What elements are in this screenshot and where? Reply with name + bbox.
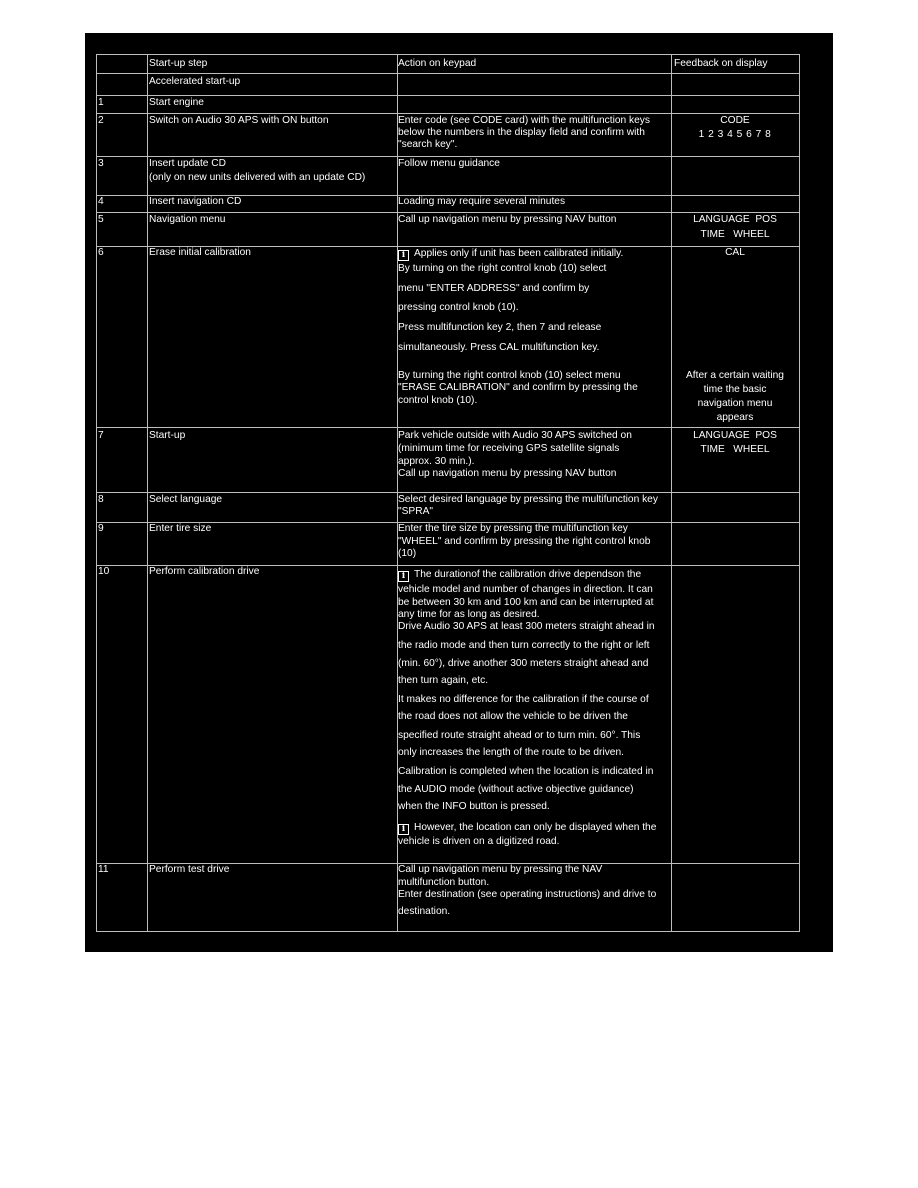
row-action: vehicle model and number of changes in direction. It can xyxy=(398,584,653,595)
row-feedback-note: navigation menu xyxy=(697,398,773,409)
row-step: Perform test drive xyxy=(149,864,230,875)
row-feedback: TIME WHEEL xyxy=(700,444,770,455)
row-action-note: i However, the location can only be displayed when the xyxy=(398,822,656,835)
row-action: be between 30 km and 100 km and can be interrupted at xyxy=(398,597,654,608)
column-divider xyxy=(147,55,148,931)
row-action: then turn again, etc. xyxy=(398,675,489,686)
row-action: Park vehicle outside with Audio 30 APS switched on xyxy=(398,430,632,441)
row-action: Call up navigation menu by pressing the NAV xyxy=(398,864,603,875)
row-divider xyxy=(97,212,799,213)
row-action: vehicle is driven on a digitized road. xyxy=(398,836,560,847)
row-action: "WHEEL" and confirm by pressing the right control knob xyxy=(398,536,651,547)
row-action: menu "ENTER ADDRESS" and confirm by xyxy=(398,283,590,294)
row-action: It makes no difference for the calibration if the course of xyxy=(398,694,649,705)
row-action: the AUDIO mode (without active objective guidance) xyxy=(398,784,634,795)
row-step: Enter tire size xyxy=(149,523,212,534)
row-action: Select desired language by pressing the multifunction key xyxy=(398,494,658,505)
row-number: 3 xyxy=(98,158,104,169)
row-action: Loading may require several minutes xyxy=(398,196,566,207)
row-action: when the INFO button is pressed. xyxy=(398,801,550,812)
row-action: the radio mode and then turn correctly to the right or left xyxy=(398,640,650,651)
row-step: Select language xyxy=(149,494,223,505)
row-action: Enter destination (see operating instructions) and drive to xyxy=(398,889,657,900)
row-number: 8 xyxy=(98,494,104,505)
row-divider xyxy=(97,73,799,74)
row-step: Start engine xyxy=(149,97,204,108)
row-action: the road does not allow the vehicle to be driven the xyxy=(398,711,628,722)
info-icon: i xyxy=(398,571,409,582)
row-action: (10) xyxy=(398,548,417,559)
row-action: simultaneously. Press CAL multifunction key. xyxy=(398,342,600,353)
header-action-on-keypad: Action on keypad xyxy=(398,58,477,69)
row-divider xyxy=(97,156,799,157)
row-step: Navigation menu xyxy=(149,214,226,225)
row-feedback-note: time the basic xyxy=(703,384,767,395)
row-action: Enter the tire size by pressing the multifunction key xyxy=(398,523,628,534)
row-action-note: i Applies only if unit has been calibrated initially. xyxy=(398,248,623,261)
row-number: 5 xyxy=(98,214,104,225)
row-step: Erase initial calibration xyxy=(149,247,251,258)
row-action: multifunction button. xyxy=(398,877,490,888)
header-feedback-on-display: Feedback on display xyxy=(674,58,768,69)
row-action: Drive Audio 30 APS at least 300 meters straight ahead in xyxy=(398,621,655,632)
column-divider xyxy=(671,55,672,931)
info-icon: i xyxy=(398,824,409,835)
row-action: control knob (10). xyxy=(398,395,478,406)
row-step-note: (only on new units delivered with an update CD) xyxy=(149,172,366,183)
row-action-note: i The durationof the calibration drive dependson the xyxy=(398,569,641,582)
row-action: By turning the right control knob (10) select menu xyxy=(398,370,621,381)
column-divider xyxy=(397,55,398,931)
header-start-up-step: Start-up step xyxy=(149,58,208,69)
row-action: Calibration is completed when the location is indicated in xyxy=(398,766,654,777)
row-feedback: 1 2 3 4 5 6 7 8 xyxy=(698,129,772,140)
row-divider xyxy=(97,427,799,428)
row-action: Follow menu guidance xyxy=(398,158,500,169)
row-divider xyxy=(97,492,799,493)
row-divider xyxy=(97,95,799,96)
row-number: 4 xyxy=(98,196,104,207)
row-number: 1 xyxy=(98,97,104,108)
row-action: only increases the length of the route to be driven. xyxy=(398,747,624,758)
row-action: any time for as long as desired. xyxy=(398,609,540,620)
row-action: Press multifunction key 2, then 7 and release xyxy=(398,322,602,333)
row-feedback: CAL xyxy=(725,247,745,258)
row-feedback: LANGUAGE POS xyxy=(693,430,777,441)
row-number: 2 xyxy=(98,115,104,126)
row-step: Insert update CD xyxy=(149,158,227,169)
row-number: 6 xyxy=(98,247,104,258)
row-number: 10 xyxy=(98,566,110,577)
row-number: 9 xyxy=(98,523,104,534)
row-feedback: LANGUAGE POS xyxy=(693,214,777,225)
row-action: specified route straight ahead or to turn min. 60°. This xyxy=(398,730,641,741)
row-action: (min. 60°), drive another 300 meters straight ahead and xyxy=(398,658,649,669)
row-number: 11 xyxy=(98,864,109,875)
row-action: Enter code (see CODE card) with the multifunction keys xyxy=(398,115,650,126)
row-step: Insert navigation CD xyxy=(149,196,242,207)
row-action: Call up navigation menu by pressing NAV button xyxy=(398,214,617,225)
row-action: "search key". xyxy=(398,139,458,150)
row-action: approx. 30 min.). xyxy=(398,456,475,467)
row-action: "SPRA" xyxy=(398,506,433,517)
info-icon: i xyxy=(398,250,409,261)
row-step: Switch on Audio 30 APS with ON button xyxy=(149,115,329,126)
row-action: (minimum time for receiving GPS satellite signals xyxy=(398,443,620,454)
row-number: 7 xyxy=(98,430,104,441)
row-feedback: TIME WHEEL xyxy=(700,229,770,240)
row-feedback-note: appears xyxy=(716,412,754,423)
row-feedback-note: After a certain waiting xyxy=(686,370,784,381)
row-step: Start-up xyxy=(149,430,186,441)
row-feedback: CODE xyxy=(720,115,750,126)
row-divider xyxy=(97,113,799,114)
row-action: By turning on the right control knob (10) select xyxy=(398,263,607,274)
row-step: Perform calibration drive xyxy=(149,566,260,577)
row-action: Call up navigation menu by pressing NAV button xyxy=(398,468,617,479)
subheader-accelerated-start-up: Accelerated start-up xyxy=(149,76,241,87)
row-action: below the numbers in the display field and confirm with xyxy=(398,127,645,138)
row-action: destination. xyxy=(398,906,451,917)
row-action: pressing control knob (10). xyxy=(398,302,519,313)
row-action: "ERASE CALIBRATION" and confirm by pressing the xyxy=(398,382,638,393)
